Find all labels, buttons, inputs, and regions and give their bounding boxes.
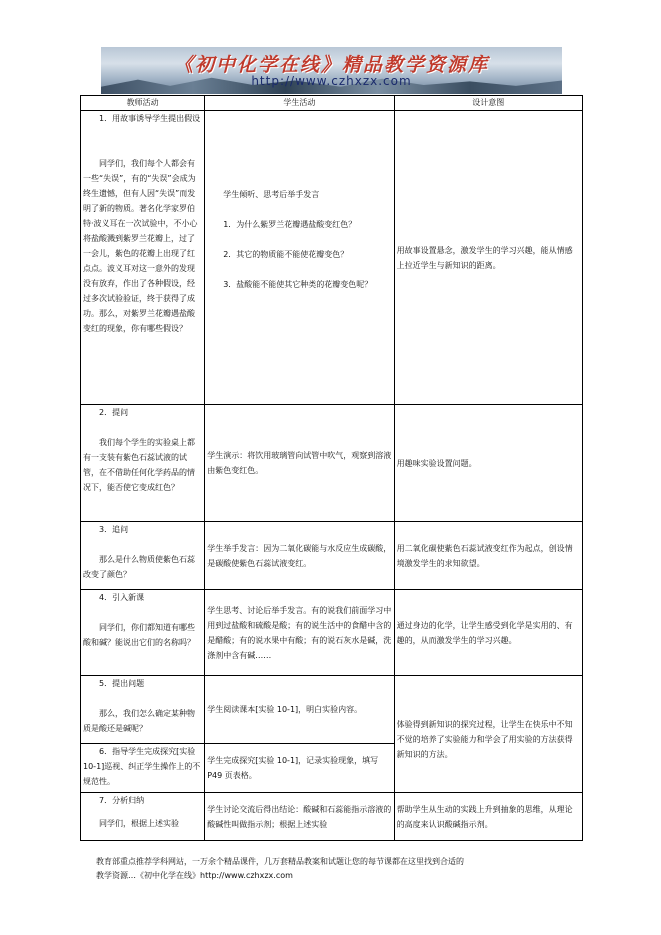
student-question: 3．盐酸能不能使其它种类的花瓣变色呢？	[223, 280, 373, 289]
student-cell	[205, 676, 394, 744]
teacher-cell	[81, 590, 205, 676]
design-text: 帮助学生从生动的实践上升到抽象的思维，从理论的高度来认识酸碱指示剂。	[396, 804, 573, 829]
design-text: 用故事设置悬念，激发学生的学习兴趣，能从情感上拉近学生与新知识的距离。	[396, 245, 573, 270]
table-row	[81, 522, 583, 590]
student-cell	[205, 522, 394, 590]
table-row	[81, 111, 583, 405]
lesson-table	[80, 95, 583, 841]
student-question: 2．其它的物质能不能使花瓣变色？	[223, 250, 349, 259]
student-cell	[205, 111, 394, 405]
page-footer	[96, 855, 586, 883]
table-row	[81, 590, 583, 676]
step-title: 6．指导学生完成探究[实验 10-1]巡视、纠正学生操作上的不规范性。	[83, 747, 201, 786]
footer-line: 教育部重点推荐学科网站，一万余个精品课件，几万套精品教案和试题让您的每节课都在这里找到合适的	[96, 857, 464, 866]
header-design: 设计意图	[394, 96, 582, 111]
student-text: 学生举手发言：因为二氧化碳能与水反应生成碳酸，是碳酸使紫色石蕊试液变红。	[207, 543, 392, 568]
header-teacher: 教师活动	[81, 96, 205, 111]
step-title: 2．提问	[99, 408, 129, 417]
student-text: 学生思考、讨论后举手发言。有的说我们前面学习中用到过盐酸和硫酸是酸；有的说生活中的食醋中含的是醋酸；有的说水果中有酸；有的说石灰水是碱，洗涤剂中含有碱……	[207, 605, 392, 660]
student-cell	[205, 793, 394, 841]
teacher-text: 我们每个学生的实验桌上都有一支装有紫色石蕊试液的试管，在不借助任何化学药品的情况下，能否使它变成红色？	[83, 438, 195, 492]
step-title: 4．引入新课	[99, 593, 145, 602]
table-header-row	[81, 96, 583, 111]
teacher-text: 同学们，我们每个人都会有一些“失误”，有的“失误”会成为终生遗憾，但有人因“失误”而发明了新的物质。著名化学家罗伯特·波义耳在一次试验中，不小心将盐酸溅到紫罗兰花瓣上，过了一会儿，紫色的花瓣上出现了红点点。波义耳对这一意外的发现没有放弃，作出了各种假设，经过多次试验验证，终于获得了成功。那么，对紫罗兰花瓣遇盐酸变红的现象，你有哪些假设？	[83, 159, 198, 333]
site-banner	[101, 47, 562, 94]
student-text: 学生阅读课本[实验 10-1]，明白实验内容。	[207, 705, 363, 714]
teacher-cell	[81, 522, 205, 590]
step-title: 5．提出问题	[99, 679, 145, 688]
student-text: 学生倾听、思考后举手发言	[223, 190, 320, 199]
student-question: 1．为什么紫罗兰花瓣遇盐酸变红色？	[223, 220, 357, 229]
student-cell	[205, 405, 394, 522]
teacher-text: 同学们，你们都知道有哪些酸和碱？能说出它们的名称吗？	[83, 623, 195, 647]
teacher-text: 那么，我们怎么确定某种物质是酸还是碱呢？	[83, 709, 195, 733]
step-title: 7．分析归纳	[99, 796, 145, 805]
step-title: 1．用故事诱导学生提出假设	[99, 114, 201, 123]
design-cell	[394, 111, 582, 405]
student-cell	[205, 744, 394, 793]
banner-url[interactable]: http://www.czhxzx.com	[251, 74, 412, 88]
header-student: 学生活动	[205, 96, 394, 111]
design-cell	[394, 793, 582, 841]
teacher-cell	[81, 111, 205, 405]
design-text: 体验得到新知识的探究过程，让学生在快乐中不知不觉的培养了实验能力和学会了用实验的方法获得新知识的方法。	[396, 719, 573, 759]
teacher-cell	[81, 744, 205, 793]
design-cell	[394, 522, 582, 590]
table-row	[81, 793, 583, 841]
teacher-cell	[81, 405, 205, 522]
design-text: 用二氧化碳使紫色石蕊试液变红作为起点，创设情境激发学生的求知欲望。	[396, 543, 573, 568]
design-cell	[394, 405, 582, 522]
design-cell	[394, 676, 582, 793]
student-text: 学生完成探究[实验 10-1]，记录实验现象，填写 P49 页表格。	[207, 756, 379, 780]
design-text: 通过身边的化学，让学生感受到化学是实用的、有趣的，从而激发学生的学习兴趣。	[396, 620, 573, 645]
teacher-cell	[81, 793, 205, 841]
student-cell	[205, 590, 394, 676]
table-row	[81, 405, 583, 522]
banner-title: 《初中化学在线》精品教学资源库	[173, 54, 489, 76]
teacher-cell	[81, 676, 205, 744]
student-text: 学生演示：将饮用玻璃管向试管中吹气，观察到溶液由紫色变红色。	[207, 451, 392, 475]
teacher-text: 同学们，根据上述实验	[99, 819, 179, 828]
teacher-text: 那么是什么物质使紫色石蕊改变了颜色？	[83, 555, 195, 579]
student-text: 学生讨论交流后得出结论：酸碱和石蕊能指示溶液的酸碱性叫做指示剂；根据上述实验	[207, 804, 392, 829]
table-row	[81, 676, 583, 744]
design-cell	[394, 590, 582, 676]
step-title: 3．追问	[99, 525, 129, 534]
footer-line: 教学资源…《初中化学在线》http://www.czhxzx.com	[96, 871, 293, 880]
design-text: 用趣味实验设置问题。	[396, 458, 477, 468]
